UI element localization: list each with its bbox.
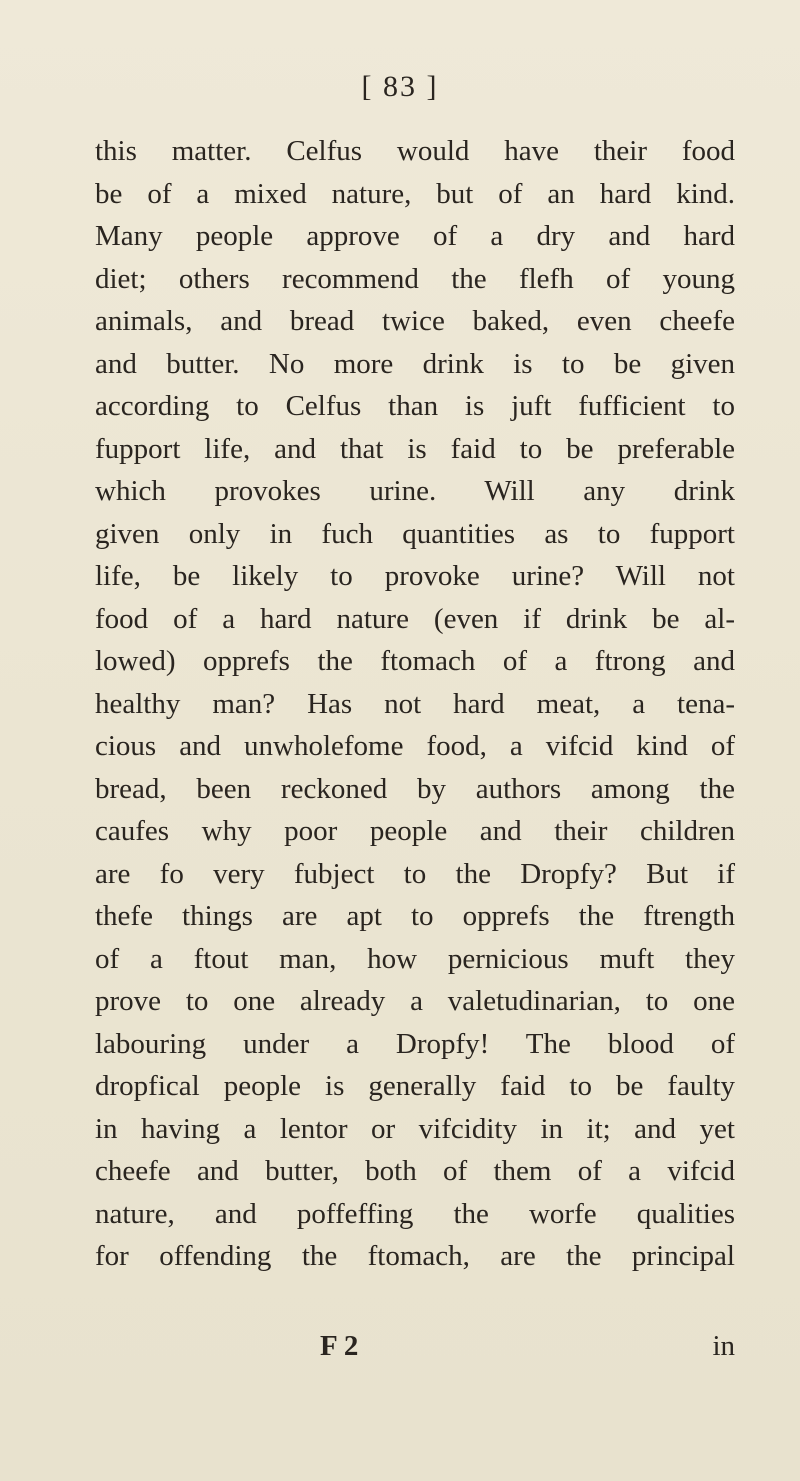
catchword: in — [712, 1330, 735, 1362]
text-line: food of a hard nature (even if drink be al- — [95, 602, 735, 635]
text-line: caufes why poor people and their children — [95, 815, 735, 847]
body-text — [95, 130, 735, 1278]
page-footer — [95, 1325, 735, 1367]
text-line: healthy man? Has not hard meat, a tena- — [95, 687, 735, 720]
text-line: life, be likely to provoke urine? Will not — [95, 560, 735, 592]
text-line: fupport life, and that is faid to be preferable — [95, 432, 735, 465]
text-line: labouring under a Dropfy! The blood of — [95, 1027, 735, 1060]
text-line: Many people approve of a dry and hard — [95, 220, 735, 252]
text-line: for offending the ftomach, are the principal — [95, 1240, 735, 1272]
text-line: of a ftout man, how pernicious muft they — [95, 942, 735, 975]
signature-mark: F 2 — [320, 1330, 359, 1362]
text-line: animals, and bread twice baked, even cheefe — [95, 305, 735, 337]
text-line: this matter. Celfus would have their food — [95, 135, 735, 167]
text-line: nature, and poffeffing the worfe qualities — [95, 1197, 735, 1230]
text-line: are fo very fubject to the Dropfy? But if — [95, 857, 735, 890]
text-line: given only in fuch quantities as to fupport — [95, 517, 735, 550]
text-line: be of a mixed nature, but of an hard kind. — [95, 177, 735, 210]
text-line: cious and unwholefome food, a vifcid kind of — [95, 730, 735, 762]
text-line: in having a lentor or vifcidity in it; and yet — [95, 1112, 735, 1145]
text-line: prove to one already a valetudinarian, to one — [95, 985, 735, 1017]
page-number: [ 83 ] — [361, 70, 439, 103]
text-line: thefe things are apt to opprefs the ftrength — [95, 900, 735, 932]
text-line: lowed) opprefs the ftomach of a ftrong and — [95, 645, 735, 677]
text-line: which provokes urine. Will any drink — [95, 475, 735, 507]
text-line: diet; others recommend the flefh of young — [95, 262, 735, 295]
text-line: cheefe and butter, both of them of a vifcid — [95, 1155, 735, 1187]
text-line: and butter. No more drink is to be given — [95, 347, 735, 380]
text-line: bread, been reckoned by authors among the — [95, 772, 735, 805]
text-line: dropfical people is generally faid to be faulty — [95, 1070, 735, 1102]
text-line: according to Celfus than is juft fufficient to — [95, 390, 735, 422]
